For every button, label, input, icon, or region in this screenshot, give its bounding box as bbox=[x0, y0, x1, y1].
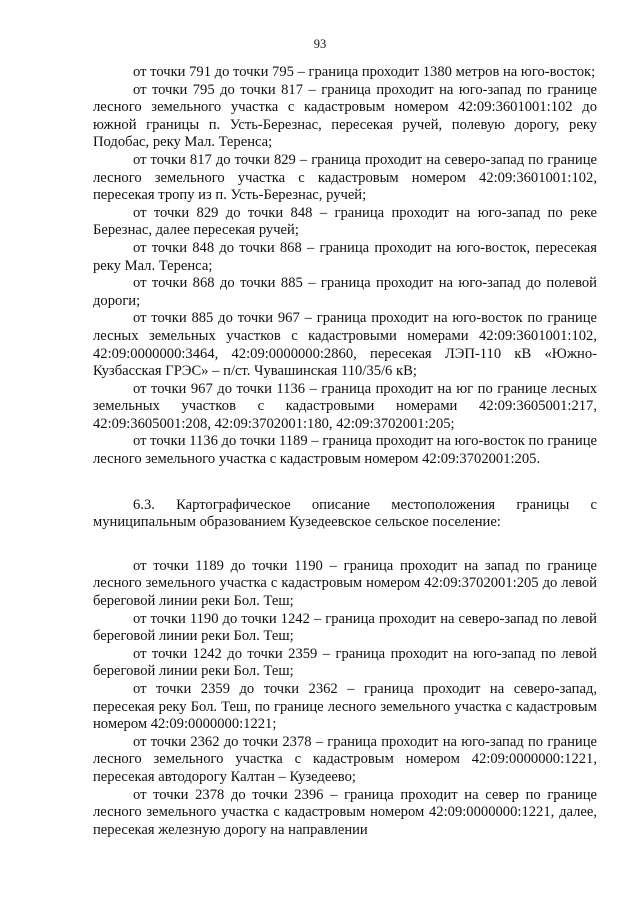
boundary-paragraph: от точки 795 до точки 817 – граница проходит на юго-запад по границе лесного земельного участка с кадастровым номером 42:09:3601001:102 до южной границы п. Усть-Березнас, пересекая ручей, полевую дорогу, реку Подобас, реку Мал. Теренса; bbox=[93, 81, 597, 151]
boundary-paragraph: от точки 848 до точки 868 – граница проходит на юго-восток, пересекая реку Мал. Теренса; bbox=[93, 239, 597, 274]
boundary-paragraph: от точки 2359 до точки 2362 – граница проходит на северо-запад, пересекая реку Бол. Теш, по границе лесного земельного участка с кадастровым номером 42:09:0000000:1221; bbox=[93, 681, 597, 733]
boundary-paragraph: от точки 2362 до точки 2378 – граница проходит на юго-запад по границе лесного земельного участка с кадастровым номером 42:09:0000000:1221, пересекая автодорогу Калтан – Кузедеево; bbox=[93, 733, 597, 785]
boundary-paragraph: от точки 1136 до точки 1189 – граница проходит на юго-восток по границе лесного земельного участка с кадастровым номером 42:09:3702001:205. bbox=[93, 433, 597, 468]
boundary-paragraph: от точки 817 до точки 829 – граница проходит на северо-запад по границе лесного земельного участка с кадастровым номером 42:09:3601001:102, пересекая тропу из п. Усть-Березнас, ручей; bbox=[93, 151, 597, 204]
boundary-paragraph: от точки 791 до точки 795 – граница проходит 1380 метров на юго-восток; bbox=[133, 64, 596, 80]
boundary-paragraph: от точки 885 до точки 967 – граница проходит на юго-восток по границе лесных земельных участков с кадастровыми номерами 42:09:3601001:102, 42:09:0000000:3464, 42:09:0000000:2860, пересекая ЛЭП-110 кВ «Южно-Кузбасская ГРЭС» – п/ст. Чувашинская 110/35/6 кВ; bbox=[93, 310, 597, 380]
boundary-paragraph: от точки 1190 до точки 1242 – граница проходит на северо-запад по левой береговой линии реки Бол. Теш; bbox=[93, 610, 597, 645]
boundary-paragraph: от точки 2378 до точки 2396 – граница проходит на север по границе лесного земельного участка с кадастровым номером 42:09:0000000:1221, далее, пересекая железную дорогу на направлении bbox=[93, 786, 597, 838]
boundary-paragraph: от точки 967 до точки 1136 – граница проходит на юг по границе лесных земельных участков с кадастровыми номерами 42:09:3605001:217, 42:09:3605001:208, 42:09:3702001:180, 42:09:3702001:205; bbox=[93, 380, 597, 432]
boundary-paragraph: от точки 829 до точки 848 – граница проходит на юго-запад по реке Березнас, далее пересекая ручей; bbox=[93, 204, 597, 239]
boundary-paragraph: от точки 868 до точки 885 – граница проходит на юго-запад до полевой дороги; bbox=[93, 275, 597, 309]
section-heading: 6.3. Картографическое описание местоположения границы с муниципальным образованием Кузедеевское сельское поселение: bbox=[93, 496, 597, 531]
boundary-paragraph: от точки 1242 до точки 2359 – граница проходит на юго-запад по левой береговой линии реки Бол. Теш; bbox=[93, 645, 597, 680]
boundary-paragraph: от точки 1189 до точки 1190 – граница проходит на запад по границе лесного земельного участка с кадастровым номером 42:09:3702001:205 до левой береговой линии реки Бол. Теш; bbox=[93, 557, 597, 610]
page-number: 93 bbox=[313, 37, 327, 51]
document-body bbox=[93, 64, 597, 839]
